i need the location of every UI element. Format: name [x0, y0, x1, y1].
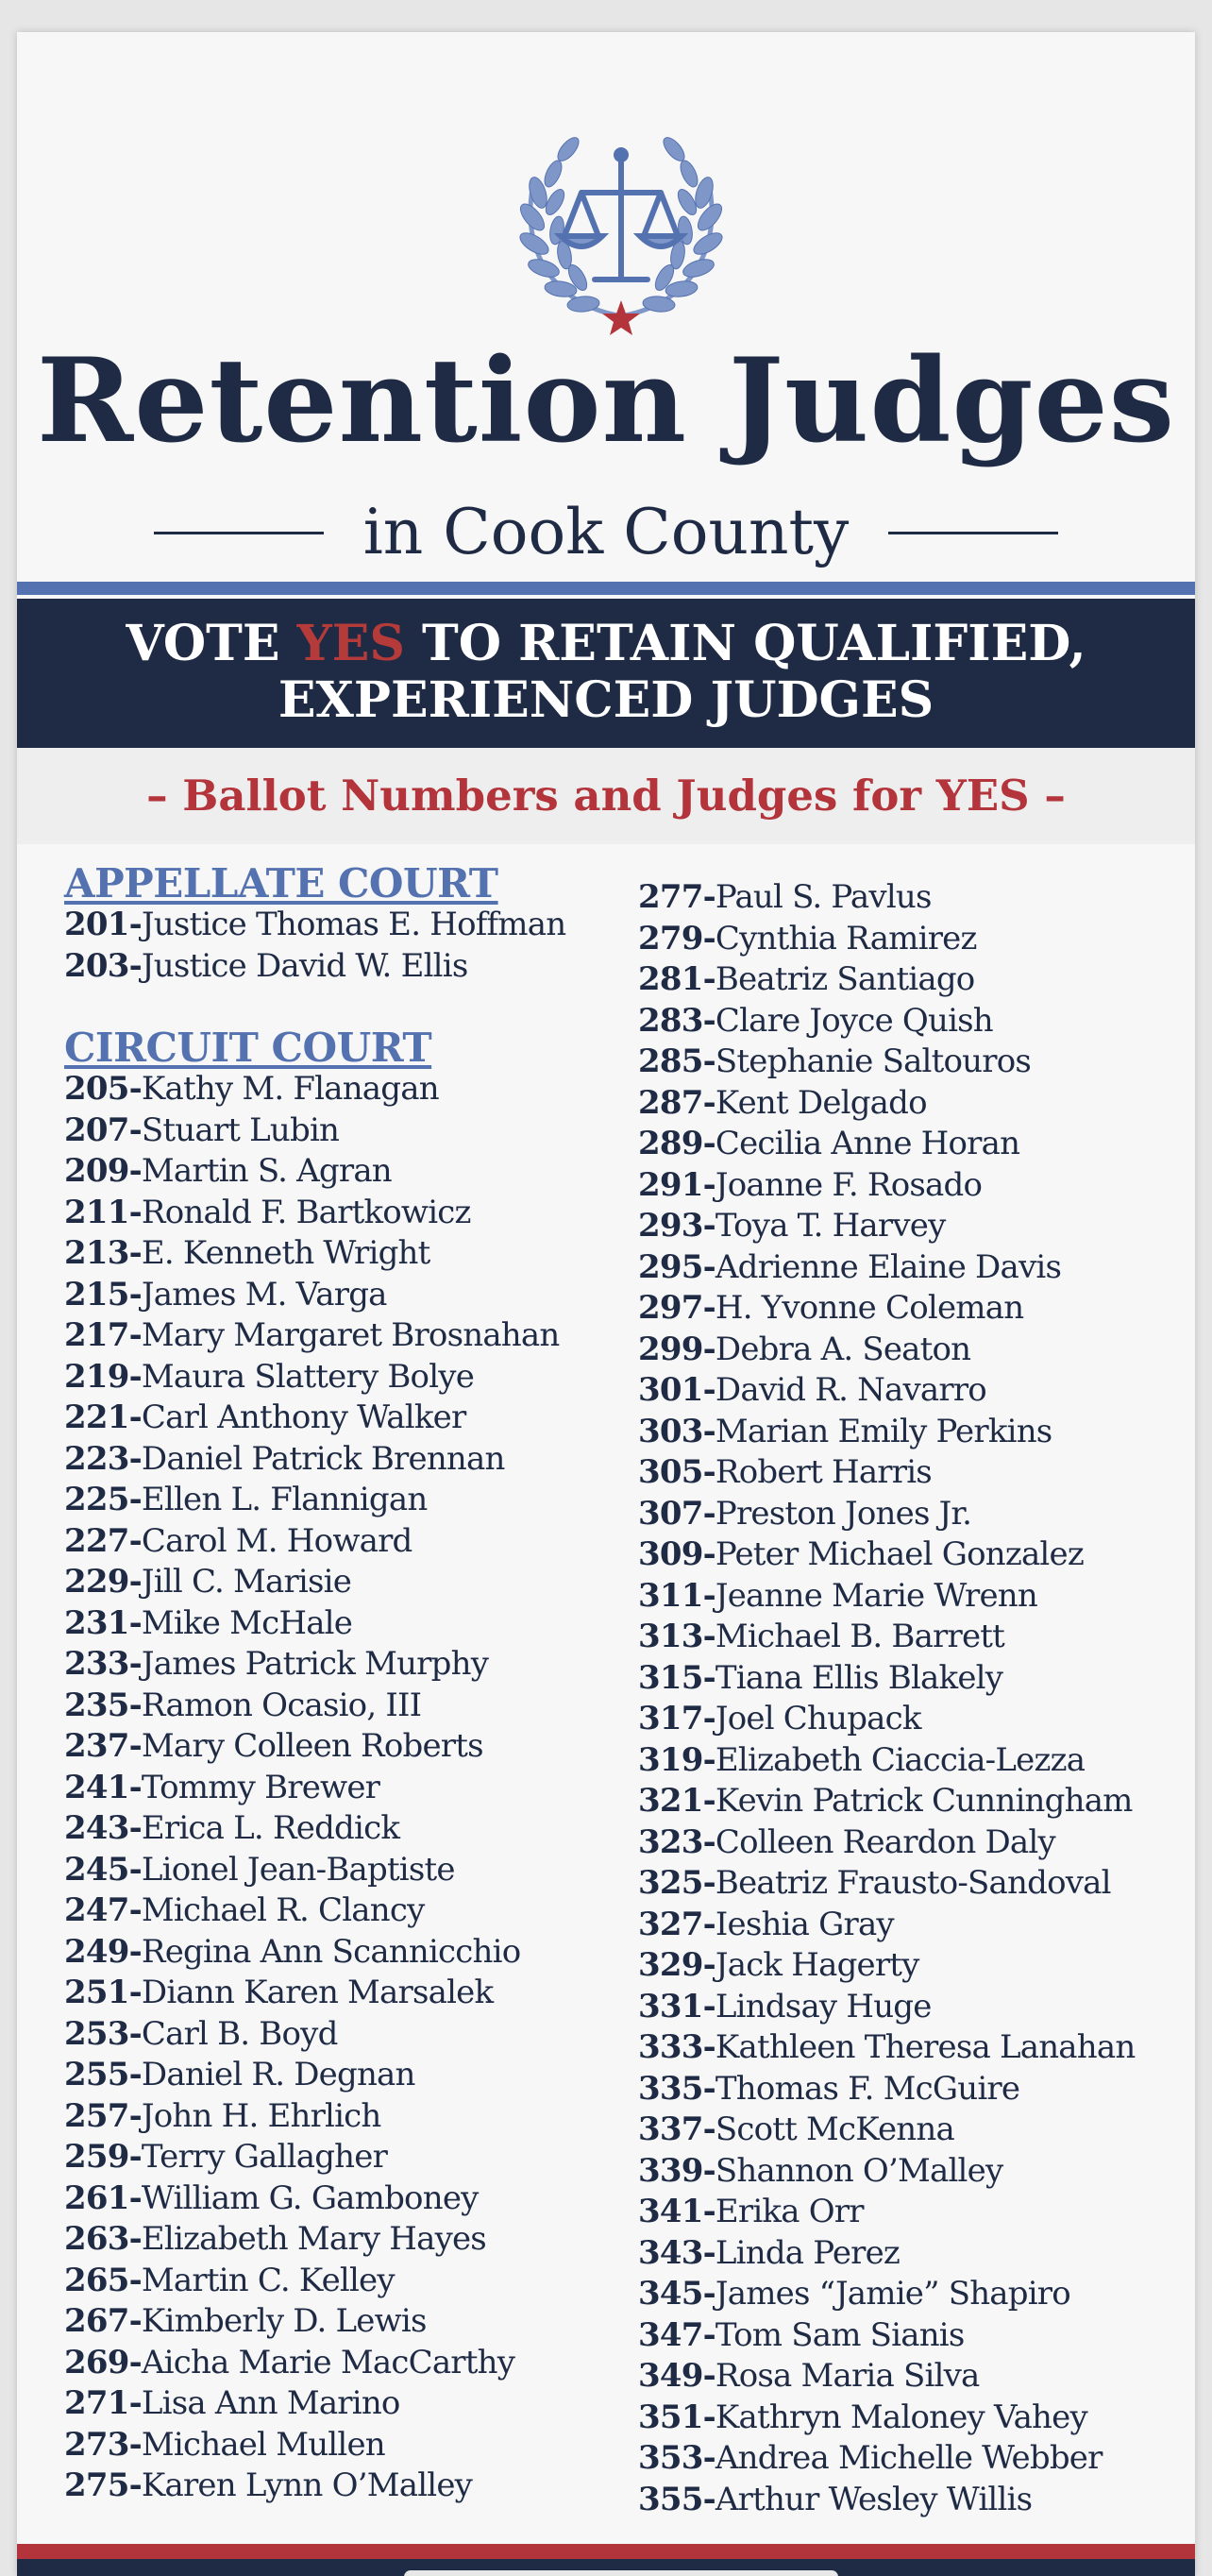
appellate-list [64, 905, 621, 987]
ballot-number: 325 [638, 1864, 703, 1902]
circuit-list-left [64, 1069, 621, 2507]
judge-name: Ellen L. Flannigan [141, 1481, 428, 1518]
judge-entry: 213-E. Kenneth Wright [64, 1234, 430, 1272]
ballot-number: 341 [638, 2193, 703, 2230]
judge-entry: 291-Joanne F. Rosado [638, 1165, 983, 1204]
judge-name: William G. Gamboney [141, 2178, 479, 2217]
ballot-number: 355 [638, 2480, 703, 2518]
judge-entry: 293-Toya T. Harvey [638, 1207, 946, 1245]
ballot-number: 295 [638, 1247, 703, 1286]
judge-entry: 349-Rosa Maria Silva [638, 2357, 980, 2395]
judge-entry: 203-Justice David W. Ellis [64, 946, 468, 985]
ballot-number: 221 [64, 1398, 129, 1436]
judge-entry: 219-Maura Slattery Bolye [64, 1357, 475, 1396]
judge-name: E. Kenneth Wright [141, 1234, 430, 1272]
scales-of-justice-laurel-icon [500, 106, 742, 347]
judge-name: Justice David W. Ellis [141, 946, 468, 985]
ballot-number: 241 [64, 1768, 129, 1806]
ballot-number: 289 [638, 1125, 703, 1162]
ballot-number: 259 [64, 2138, 129, 2176]
ballot-number: 351 [638, 2398, 703, 2436]
ballot-number: 327 [638, 1905, 703, 1943]
judge-entry: 247-Michael R. Clancy [64, 1891, 425, 1929]
judge-entry: 207-Stuart Lubin [64, 1110, 340, 1149]
appellate-court-heading: APPELLATE COURT [64, 860, 498, 907]
judge-name: Carl Anthony Walker [141, 1398, 466, 1436]
banner-yes: YES [296, 615, 405, 672]
judge-entry: 355-Arthur Wesley Willis [638, 2480, 1033, 2518]
judge-entry: 321-Kevin Patrick Cunningham [638, 1782, 1133, 1820]
judge-name: Stuart Lubin [141, 1110, 340, 1149]
judge-entry: 251-Diann Karen Marsalek [64, 1974, 494, 2011]
judge-entry: 301-David R. Navarro [638, 1371, 986, 1409]
ballot-number: 227 [64, 1521, 129, 1560]
judge-entry: 273-Michael Mullen [64, 2425, 385, 2464]
ballot-number: 309 [638, 1535, 703, 1573]
judge-name: Beatriz Santiago [715, 960, 975, 998]
judge-name: Debra A. Seaton [715, 1330, 971, 1368]
judge-entry: 343-Linda Perez [638, 2233, 901, 2272]
ballot-number: 265 [64, 2261, 129, 2299]
judge-name: Ronald F. Bartkowicz [141, 1193, 471, 1231]
ballot-number: 253 [64, 2014, 129, 2053]
judge-name: Ieshia Gray [715, 1905, 894, 1943]
judge-entry: 333-Kathleen Theresa Lanahan [638, 2028, 1136, 2066]
ballot-number: 281 [638, 960, 703, 998]
ballot-number: 273 [64, 2425, 129, 2464]
ballot-number: 269 [64, 2343, 129, 2381]
judge-entry: 337-Scott McKenna [638, 2110, 954, 2148]
ballot-number: 287 [638, 1083, 703, 1122]
judge-name: Kathleen Theresa Lanahan [715, 2028, 1136, 2066]
subtitle: in Cook County [362, 496, 850, 568]
judge-entry: 265-Martin C. Kelley [64, 2261, 395, 2299]
judge-name: Jeanne Marie Wrenn [715, 1576, 1037, 1615]
judge-name: Kimberly D. Lewis [141, 2302, 427, 2340]
judge-name: Joanne F. Rosado [715, 1165, 983, 1204]
ballot-number: 219 [64, 1357, 129, 1396]
ballot-number: 299 [638, 1330, 703, 1368]
judge-entry: 253-Carl B. Boyd [64, 2014, 338, 2053]
judge-entry: 283-Clare Joyce Quish [638, 1001, 993, 1040]
blue-divider [17, 582, 1195, 595]
judge-name: Preston Jones Jr. [715, 1494, 972, 1533]
judge-entry: 225-Ellen L. Flannigan [64, 1481, 428, 1518]
judge-entry: 279-Cynthia Ramirez [638, 919, 977, 958]
judge-name: Ramon Ocasio, III [141, 1686, 422, 1724]
ballot-number: 321 [638, 1782, 703, 1820]
judge-name: Jill C. Marisie [141, 1563, 352, 1601]
ballot-number: 285 [638, 1042, 703, 1080]
judge-entry: 347-Tom Sam Sianis [638, 2315, 965, 2354]
circuit-court-heading: CIRCUIT COURT [64, 1025, 432, 1071]
judge-name: Cecilia Anne Horan [715, 1125, 1020, 1162]
judge-entry: 313-Michael B. Barrett [638, 1618, 1005, 1655]
judge-entry: 235-Ramon Ocasio, III [64, 1686, 422, 1724]
judge-name: Cynthia Ramirez [715, 919, 977, 958]
judge-name: Marian Emily Perkins [715, 1412, 1052, 1450]
judge-name: Robert Harris [715, 1453, 932, 1491]
judge-name: Andrea Michelle Webber [715, 2439, 1103, 2477]
judge-name: Daniel Patrick Brennan [141, 1439, 505, 1478]
judge-entry: 223-Daniel Patrick Brennan [64, 1439, 505, 1478]
judge-name: Stephanie Saltouros [715, 1042, 1032, 1080]
ballot-number: 337 [638, 2110, 703, 2148]
judge-entry: 221-Carl Anthony Walker [64, 1398, 466, 1436]
ballot-number: 349 [638, 2357, 703, 2395]
judge-name: Kevin Patrick Cunningham [715, 1782, 1133, 1820]
judge-entry: 209-Martin S. Agran [64, 1152, 392, 1190]
judge-name: Karen Lynn O’Malley [141, 2466, 473, 2504]
judge-entry: 351-Kathryn Maloney Vahey [638, 2398, 1087, 2436]
judge-entry: 281-Beatriz Santiago [638, 960, 975, 998]
ballot-number: 257 [64, 2096, 129, 2135]
judge-entry: 309-Peter Michael Gonzalez [638, 1535, 1084, 1573]
judge-entry: 227-Carol M. Howard [64, 1521, 412, 1560]
ballot-number: 339 [638, 2151, 703, 2190]
judge-entry: 237-Mary Colleen Roberts [64, 1727, 483, 1765]
judge-entry: 335-Thomas F. McGuire [638, 2069, 1020, 2108]
ballot-number: 303 [638, 1412, 703, 1450]
ballot-number: 329 [638, 1946, 703, 1984]
ballot-number: 207 [64, 1110, 129, 1149]
judge-entry: 315-Tiana Ellis Blakely [638, 1658, 1003, 1697]
judge-entry: 295-Adrienne Elaine Davis [638, 1247, 1062, 1286]
judge-entry: 307-Preston Jones Jr. [638, 1494, 972, 1533]
judge-name: Clare Joyce Quish [715, 1001, 993, 1040]
judge-entry: 327-Ieshia Gray [638, 1905, 894, 1943]
judge-name: Michael B. Barrett [715, 1618, 1005, 1655]
judge-entry: 267-Kimberly D. Lewis [64, 2302, 427, 2340]
ballot-number: 251 [64, 1974, 129, 2011]
judge-entry: 243-Erica L. Reddick [64, 1809, 400, 1847]
judge-name: Lisa Ann Marino [141, 2384, 400, 2422]
judge-name: H. Yvonne Coleman [715, 1289, 1024, 1327]
judge-name: Carol M. Howard [141, 1521, 412, 1560]
judge-entry: 217-Mary Margaret Brosnahan [64, 1316, 560, 1354]
judge-entry: 339-Shannon O’Malley [638, 2151, 1003, 2190]
judge-name: James M. Varga [141, 1275, 387, 1313]
judge-name: Michael R. Clancy [141, 1891, 425, 1929]
judge-entry: 231-Mike McHale [64, 1603, 353, 1642]
judge-entry: 341-Erika Orr [638, 2193, 864, 2230]
judge-entry: 241-Tommy Brewer [64, 1768, 380, 1806]
judge-name: Mary Margaret Brosnahan [141, 1316, 560, 1354]
ballot-number: 279 [638, 919, 703, 958]
ballot-number: 249 [64, 1932, 129, 1971]
ballot-number: 277 [638, 878, 703, 916]
ballot-number: 229 [64, 1563, 129, 1601]
ballot-subhead: – Ballot Numbers and Judges for YES – [146, 771, 1066, 821]
judge-name: Toya T. Harvey [715, 1207, 946, 1245]
ballot-number: 217 [64, 1316, 129, 1354]
ballot-number: 291 [638, 1165, 703, 1204]
judge-entry: 205-Kathy M. Flanagan [64, 1070, 439, 1108]
judge-name: James “Jamie” Shapiro [715, 2275, 1070, 2313]
judge-name: Carl B. Boyd [141, 2014, 338, 2053]
judge-entry: 229-Jill C. Marisie [64, 1563, 352, 1601]
right-column [638, 877, 1186, 2520]
ballot-number: 223 [64, 1439, 129, 1478]
judge-name: Shannon O’Malley [715, 2151, 1003, 2190]
judge-name: Thomas F. McGuire [715, 2069, 1020, 2108]
ballot-number: 319 [638, 1740, 703, 1779]
judge-name: Linda Perez [715, 2233, 901, 2272]
ballot-number: 297 [638, 1289, 703, 1327]
judge-name: Daniel R. Degnan [141, 2056, 415, 2093]
ballot-number: 315 [638, 1658, 703, 1697]
judge-name: Paul S. Pavlus [715, 878, 932, 916]
judge-entry: 353-Andrea Michelle Webber [638, 2439, 1103, 2477]
ballot-number: 311 [638, 1576, 703, 1615]
judge-entry: 269-Aicha Marie MacCarthy [64, 2343, 515, 2381]
judge-entry: 303-Marian Emily Perkins [638, 1412, 1052, 1450]
ballot-number: 205 [64, 1070, 129, 1108]
judge-entry: 259-Terry Gallagher [64, 2138, 388, 2176]
ballot-number: 275 [64, 2466, 129, 2504]
ballot-number: 331 [638, 1987, 703, 2025]
judge-name: Scott McKenna [715, 2110, 954, 2148]
ballot-number: 237 [64, 1727, 129, 1765]
judge-entry: 201-Justice Thomas E. Hoffman [64, 906, 566, 943]
judge-entry: 275-Karen Lynn O’Malley [64, 2466, 473, 2504]
ballot-number: 347 [638, 2315, 703, 2354]
subhead-band [17, 748, 1195, 844]
judge-entry: 287-Kent Delgado [638, 1083, 927, 1122]
page-title: Retention Judges [37, 333, 1175, 469]
ballot-number: 213 [64, 1234, 129, 1272]
judge-name: Mary Colleen Roberts [141, 1727, 483, 1765]
ballot-number: 345 [638, 2275, 703, 2313]
judge-entry: 249-Regina Ann Scannicchio [64, 1932, 521, 1971]
judge-name: Kathy M. Flanagan [141, 1070, 439, 1108]
ballot-number: 215 [64, 1275, 129, 1313]
ballot-number: 323 [638, 1822, 703, 1861]
judge-entry: 289-Cecilia Anne Horan [638, 1125, 1020, 1162]
judge-entry: 319-Elizabeth Ciaccia-Lezza [638, 1740, 1086, 1779]
judge-entry: 263-Elizabeth Mary Hayes [64, 2220, 486, 2258]
judge-name: Elizabeth Mary Hayes [141, 2220, 486, 2258]
judge-entry: 255-Daniel R. Degnan [64, 2056, 415, 2093]
ballot-number: 209 [64, 1152, 129, 1190]
judge-entry: 233-James Patrick Murphy [64, 1645, 489, 1683]
ballot-number: 235 [64, 1686, 129, 1724]
ballot-number: 233 [64, 1645, 129, 1683]
judge-name: Diann Karen Marsalek [141, 1974, 494, 2011]
ballot-number: 305 [638, 1453, 703, 1491]
circuit-list-right [638, 877, 1186, 2520]
ballot-number: 247 [64, 1891, 129, 1929]
judge-entry: 329-Jack Hagerty [638, 1946, 919, 1984]
ballot-number: 353 [638, 2439, 703, 2477]
judge-name: Tom Sam Sianis [715, 2315, 965, 2354]
home-indicator[interactable] [404, 2570, 838, 2576]
judge-name: Aicha Marie MacCarthy [141, 2343, 515, 2381]
vote-banner [17, 599, 1195, 748]
ballot-number: 261 [64, 2178, 129, 2217]
judge-name: Erica L. Reddick [141, 1809, 400, 1847]
judge-name: Jack Hagerty [715, 1946, 919, 1984]
judge-name: Lionel Jean-Baptiste [141, 1850, 455, 1889]
judge-entry: 311-Jeanne Marie Wrenn [638, 1576, 1037, 1615]
judge-name: John H. Ehrlich [141, 2096, 381, 2135]
judge-entry: 305-Robert Harris [638, 1453, 932, 1491]
judge-name: Mike McHale [141, 1603, 353, 1642]
judge-name: Maura Slattery Bolye [141, 1357, 475, 1396]
subtitle-rule-left [154, 532, 324, 534]
judge-name: Arthur Wesley Willis [715, 2480, 1033, 2518]
left-column [64, 860, 621, 2507]
judge-name: Beatriz Frausto-Sandoval [715, 1864, 1111, 1902]
judge-name: James Patrick Murphy [141, 1645, 489, 1683]
ballot-number: 243 [64, 1809, 129, 1847]
judge-entry: 299-Debra A. Seaton [638, 1330, 971, 1368]
judge-name: Peter Michael Gonzalez [715, 1535, 1084, 1573]
ballot-number: 271 [64, 2384, 129, 2422]
banner-prefix: VOTE [126, 615, 297, 672]
ballot-number: 301 [638, 1371, 703, 1409]
subtitle-rule-right [888, 532, 1058, 534]
judge-entry: 277-Paul S. Pavlus [638, 878, 932, 916]
judge-name: Rosa Maria Silva [715, 2357, 980, 2395]
judge-name: Tommy Brewer [141, 1768, 380, 1806]
judge-entry: 325-Beatriz Frausto-Sandoval [638, 1864, 1111, 1902]
ballot-number: 255 [64, 2056, 129, 2093]
flyer-card [17, 32, 1195, 2576]
judge-entry: 215-James M. Varga [64, 1275, 387, 1313]
judge-name: Terry Gallagher [141, 2138, 388, 2176]
judge-name: Colleen Reardon Daly [715, 1822, 1055, 1861]
judge-entry: 331-Lindsay Huge [638, 1987, 932, 2025]
judge-name: Erika Orr [715, 2193, 864, 2230]
judge-name: Adrienne Elaine Davis [715, 1247, 1062, 1286]
ballot-number: 201 [64, 906, 129, 943]
judge-entry: 245-Lionel Jean-Baptiste [64, 1850, 455, 1889]
judge-entry: 285-Stephanie Saltouros [638, 1042, 1032, 1080]
judge-name: Justice Thomas E. Hoffman [141, 906, 566, 943]
ballot-number: 203 [64, 946, 129, 985]
judge-name: Elizabeth Ciaccia-Lezza [715, 1740, 1086, 1779]
banner-line-2: EXPERIENCED JUDGES [278, 671, 934, 729]
judge-entry: 271-Lisa Ann Marino [64, 2384, 400, 2422]
ballot-number: 293 [638, 1207, 703, 1245]
ballot-number: 231 [64, 1603, 129, 1642]
ballot-number: 335 [638, 2069, 703, 2108]
judge-entry: 345-James “Jamie” Shapiro [638, 2275, 1070, 2313]
judge-name: Kathryn Maloney Vahey [715, 2398, 1087, 2436]
judge-name: Tiana Ellis Blakely [715, 1658, 1003, 1697]
ballot-number: 313 [638, 1618, 703, 1655]
banner-suffix: TO RETAIN QUALIFIED, [404, 615, 1086, 672]
ballot-number: 263 [64, 2220, 129, 2258]
judge-entry: 257-John H. Ehrlich [64, 2096, 381, 2135]
bottom-red-stripe [17, 2544, 1195, 2559]
judge-name: Joel Chupack [715, 1700, 921, 1737]
ballot-number: 283 [638, 1001, 703, 1040]
judge-name: Martin S. Agran [141, 1152, 392, 1190]
judge-entry: 317-Joel Chupack [638, 1700, 921, 1737]
ballot-number: 225 [64, 1481, 129, 1518]
judge-name: Kent Delgado [715, 1083, 927, 1122]
judge-name: Martin C. Kelley [141, 2261, 395, 2299]
ballot-number: 343 [638, 2233, 703, 2272]
judge-entry: 211-Ronald F. Bartkowicz [64, 1193, 471, 1231]
banner-line-1 [17, 616, 1195, 672]
ballot-number: 333 [638, 2028, 703, 2066]
ballot-number: 211 [64, 1193, 129, 1231]
ballot-number: 267 [64, 2302, 129, 2340]
judge-entry: 261-William G. Gamboney [64, 2178, 479, 2217]
judge-entry: 297-H. Yvonne Coleman [638, 1289, 1024, 1327]
ballot-number: 245 [64, 1850, 129, 1889]
subtitle-row [17, 495, 1195, 570]
ballot-number: 317 [638, 1700, 703, 1737]
judge-name: Lindsay Huge [715, 1987, 932, 2025]
judge-name: Regina Ann Scannicchio [141, 1932, 521, 1971]
judge-name: David R. Navarro [715, 1371, 986, 1409]
ballot-number: 307 [638, 1494, 703, 1533]
judge-entry: 323-Colleen Reardon Daly [638, 1822, 1055, 1861]
judge-name: Michael Mullen [141, 2425, 385, 2464]
